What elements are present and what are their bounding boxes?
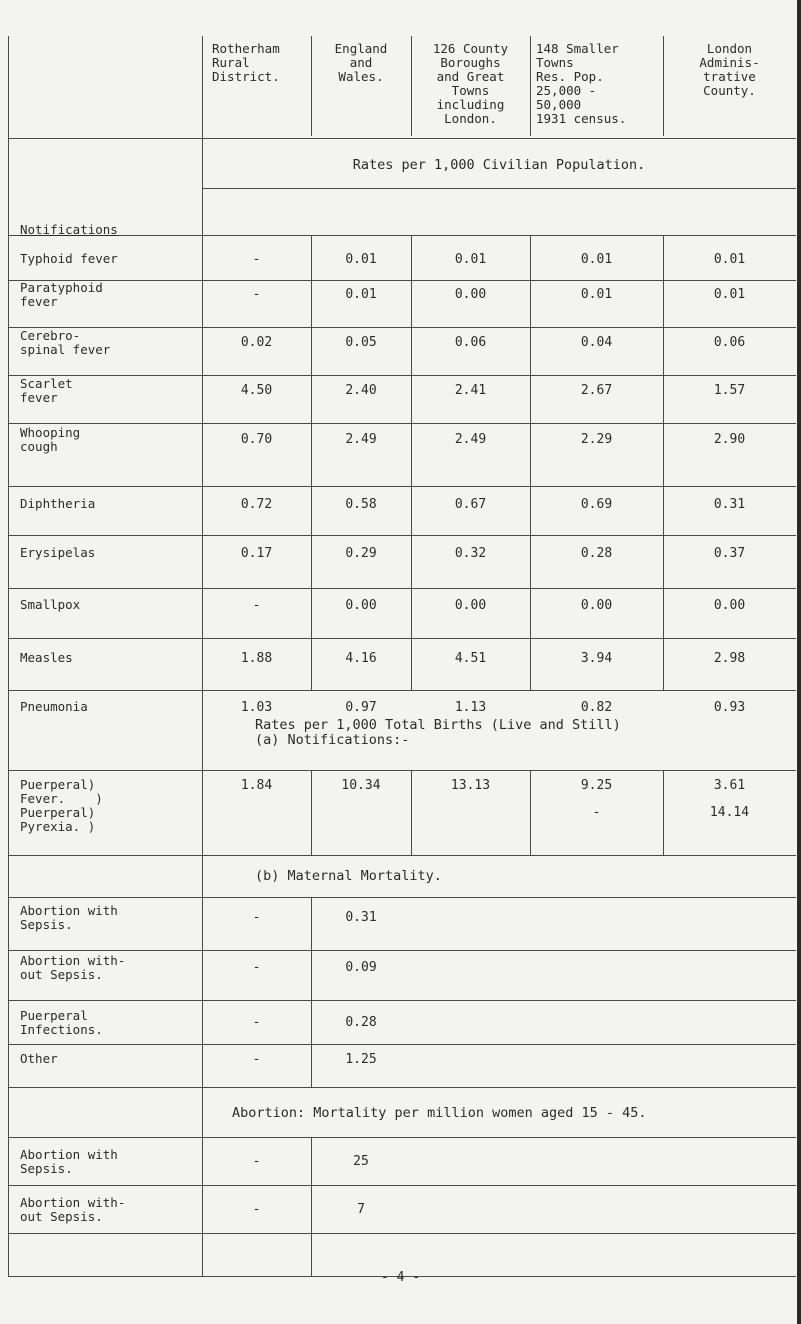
rows1-cell: 0.06 xyxy=(713,335,746,350)
rows3-row-label: Other xyxy=(20,1051,58,1066)
header-rule xyxy=(8,138,796,139)
rows1-cell: 2.41 xyxy=(454,383,487,398)
rows1-cell: 0.70 xyxy=(240,432,273,447)
rows1-cell: 4.50 xyxy=(240,383,273,398)
rows1-cell: 0.32 xyxy=(454,546,487,561)
rows1-cell: 0.17 xyxy=(240,546,273,561)
rows1-cell: 2.67 xyxy=(580,383,613,398)
rows1-cell: 0.00 xyxy=(454,287,487,302)
rows1-cell: 0.01 xyxy=(713,252,746,267)
rows1-cell: 0.93 xyxy=(713,700,746,715)
rows1-cell: 0.58 xyxy=(345,497,377,512)
puerperal-value-london: 3.61 xyxy=(713,778,746,793)
rows1-cell: 0.01 xyxy=(454,252,487,267)
rows1-cell: 0.67 xyxy=(454,497,487,512)
rows1-cell: - xyxy=(252,252,261,267)
rows1-cell: 3.94 xyxy=(580,651,613,666)
rows1-row-label: Measles xyxy=(20,650,73,665)
rows1-cell: 0.04 xyxy=(580,335,613,350)
section-title-abortion: Abortion: Mortality per million women aged 15 - 45. xyxy=(232,1105,647,1121)
rows1-cell: 2.90 xyxy=(713,432,746,447)
rows1-cell: 0.01 xyxy=(713,287,746,302)
rows3-cell: - xyxy=(252,910,261,925)
rows1-row-label: Pneumonia xyxy=(20,699,88,714)
rows1-cell: 0.06 xyxy=(454,335,487,350)
rows1-cell: 0.00 xyxy=(454,598,487,613)
rows1-cell: 0.72 xyxy=(240,497,273,512)
rows1-cell: 0.00 xyxy=(345,598,377,613)
rows1-cell: 0.00 xyxy=(580,598,613,613)
rows1-cell: 0.31 xyxy=(713,497,746,512)
rows1-row-label: Whooping cough xyxy=(20,425,81,454)
rows1-row-label: Cerebro- spinal fever xyxy=(20,328,111,357)
scan-edge xyxy=(797,0,801,1324)
rows4-cell: 7 xyxy=(357,1202,365,1217)
rows1-row-label: Smallpox xyxy=(20,597,81,612)
rows1-cell: - xyxy=(252,287,261,302)
rows1-cell: - xyxy=(252,598,261,613)
rows1-cell: 0.02 xyxy=(240,335,273,350)
rows3-cell: 0.28 xyxy=(345,1015,377,1030)
puerperal-value-england: 10.34 xyxy=(341,778,381,793)
notifications-label: Notifications xyxy=(20,222,118,237)
rows4-cell: 25 xyxy=(353,1154,369,1169)
puerperal-label: Puerperal) Fever. ) Puerperal) Pyrexia. ) xyxy=(20,777,103,834)
rows1-cell: 2.40 xyxy=(345,383,377,398)
column-divider-3 xyxy=(530,36,531,136)
column-header-london: London Adminis- trative County. xyxy=(699,41,760,98)
rows4-row-label: Abortion with Sepsis. xyxy=(20,1147,118,1176)
rows1-row-label: Diphtheria xyxy=(20,496,96,511)
rows4-cell: - xyxy=(252,1154,261,1169)
puerperal-extra-london: 14.14 xyxy=(709,805,750,820)
rows1-cell: 1.13 xyxy=(454,700,487,715)
column-header-england-wales: England and Wales. xyxy=(334,41,388,84)
puerperal-extra-smaller-towns: - xyxy=(592,805,601,820)
rows1-cell: 1.88 xyxy=(240,651,273,666)
rows1-cell: 0.05 xyxy=(345,335,377,350)
rows1-cell: 0.01 xyxy=(580,287,613,302)
rows1-row-label: Typhoid fever xyxy=(20,251,118,266)
rows1-cell: 1.57 xyxy=(713,383,746,398)
rows1-cell: 4.16 xyxy=(345,651,377,666)
rows3-cell: 0.09 xyxy=(345,960,377,975)
rows1-cell: 0.82 xyxy=(580,700,613,715)
rows1-cell: 0.29 xyxy=(345,546,377,561)
rows1-cell: 2.49 xyxy=(345,432,377,447)
rows3-row-label: Abortion with- out Sepsis. xyxy=(20,953,126,982)
column-header-rotherham: Rotherham Rural District. xyxy=(212,41,280,84)
page-number: - 4 - xyxy=(380,1270,421,1285)
rows1-row-label: Paratyphoid fever xyxy=(20,280,103,309)
rows3-cell: - xyxy=(252,960,261,975)
rows1-row-label: Scarlet fever xyxy=(20,376,73,405)
rows1-cell: 0.01 xyxy=(345,287,377,302)
rows1-cell: 0.01 xyxy=(580,252,613,267)
section-title-births: Rates per 1,000 Total Births (Live and Still) (a) Notifications:- xyxy=(255,717,621,748)
rows1-cell: 0.37 xyxy=(713,546,746,561)
rows3-cell: 1.25 xyxy=(345,1052,377,1067)
column-header-county-boroughs: 126 County Boroughs and Great Towns including London. xyxy=(432,41,509,126)
rows1-cell: 2.98 xyxy=(713,651,746,666)
puerperal-value-smaller-towns: 9.25 xyxy=(580,778,613,793)
rows3-cell: - xyxy=(252,1015,261,1030)
rows4-cell: - xyxy=(252,1202,261,1217)
rows1-cell: 0.01 xyxy=(345,252,377,267)
rows3-row-label: Puerperal Infections. xyxy=(20,1008,103,1037)
rows1-cell: 4.51 xyxy=(454,651,487,666)
rows1-cell: 0.69 xyxy=(580,497,613,512)
rows3-row-label: Abortion with Sepsis. xyxy=(20,903,118,932)
puerperal-value-boroughs: 13.13 xyxy=(450,778,491,793)
column-header-smaller-towns: 148 Smaller Towns Res. Pop. 25,000 - 50,000 1931 census. xyxy=(536,41,627,126)
table-left-border xyxy=(8,36,9,1276)
puerperal-value-rotherham: 1.84 xyxy=(240,778,273,793)
rows1-cell: 0.00 xyxy=(713,598,746,613)
section-title-civilian: Rates per 1,000 Civilian Population. xyxy=(352,157,646,173)
rows3-cell: - xyxy=(252,1052,261,1067)
rows1-cell: 2.49 xyxy=(454,432,487,447)
section-title-maternal: (b) Maternal Mortality. xyxy=(255,868,442,884)
rows1-cell: 1.03 xyxy=(240,700,273,715)
rows1-cell: 2.29 xyxy=(580,432,613,447)
rows1-cell: 0.28 xyxy=(580,546,613,561)
rows1-cell: 0.97 xyxy=(345,700,377,715)
rows4-row-label: Abortion with- out Sepsis. xyxy=(20,1195,126,1224)
rows1-row-label: Erysipelas xyxy=(20,545,96,560)
rows3-cell: 0.31 xyxy=(345,910,377,925)
